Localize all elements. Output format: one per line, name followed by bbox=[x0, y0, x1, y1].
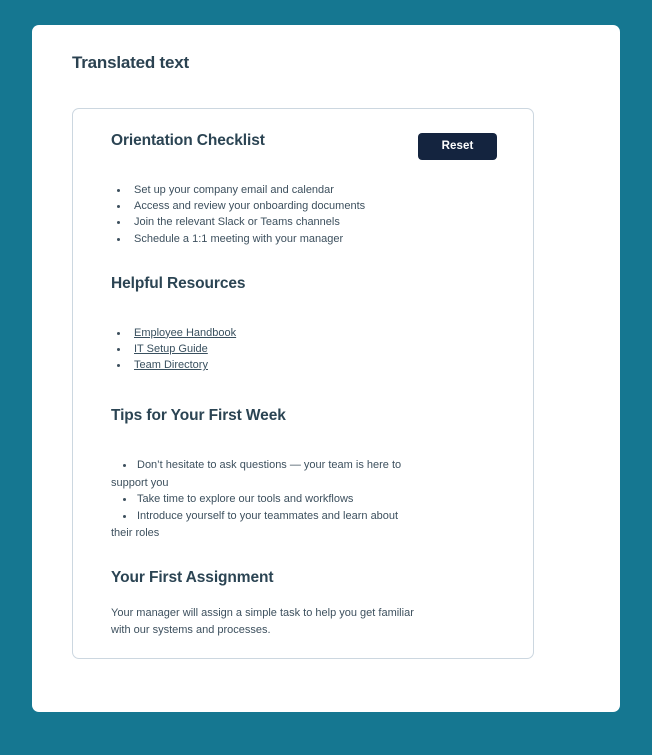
list-item: • Introduce yourself to your teammates and learn about their roles bbox=[111, 508, 421, 541]
section-orientation-checklist-header bbox=[111, 131, 421, 165]
spacer bbox=[111, 294, 421, 325]
spacer bbox=[111, 373, 421, 406]
orientation-checklist-list bbox=[111, 182, 421, 247]
translated-document-body bbox=[111, 131, 421, 638]
list-item bbox=[129, 325, 421, 341]
link-it-setup-guide[interactable]: IT Setup Guide bbox=[134, 343, 208, 356]
spacer bbox=[111, 541, 421, 568]
list-item bbox=[129, 341, 421, 357]
spacer bbox=[111, 247, 421, 274]
list-item: • Schedule a 1:1 meeting with your manager bbox=[129, 231, 421, 247]
link-team-directory[interactable]: Team Directory bbox=[134, 359, 208, 372]
list-item: • Take time to explore our tools and workflows bbox=[111, 491, 421, 508]
list-item: • Access and review your onboarding documents bbox=[129, 198, 421, 214]
link-employee-handbook[interactable]: Employee Handbook bbox=[134, 326, 237, 339]
translated-content-panel bbox=[72, 108, 534, 659]
tips-first-week-list bbox=[111, 457, 421, 541]
spacer bbox=[111, 588, 421, 605]
spacer bbox=[111, 426, 421, 457]
spacer bbox=[111, 165, 421, 182]
section-heading-tips-first-week: Tips for Your First Week bbox=[111, 407, 286, 425]
page-title: Translated text bbox=[72, 53, 189, 72]
first-assignment-paragraph: Your manager will assign a simple task to help you get familiar with our systems and processes. bbox=[111, 607, 414, 636]
list-item: • Set up your company email and calendar bbox=[129, 182, 421, 198]
helpful-resources-list bbox=[111, 325, 421, 374]
page-card bbox=[32, 25, 620, 712]
section-heading-orientation-checklist: Orientation Checklist bbox=[111, 132, 265, 149]
list-item bbox=[129, 357, 421, 373]
list-item: • Don’t hesitate to ask questions — your team is here to support you bbox=[111, 457, 421, 490]
reset-button[interactable]: Reset bbox=[418, 133, 497, 160]
section-heading-helpful-resources: Helpful Resources bbox=[111, 274, 246, 292]
list-item: • Join the relevant Slack or Teams channels bbox=[129, 214, 421, 230]
section-heading-first-assignment: Your First Assignment bbox=[111, 569, 274, 587]
